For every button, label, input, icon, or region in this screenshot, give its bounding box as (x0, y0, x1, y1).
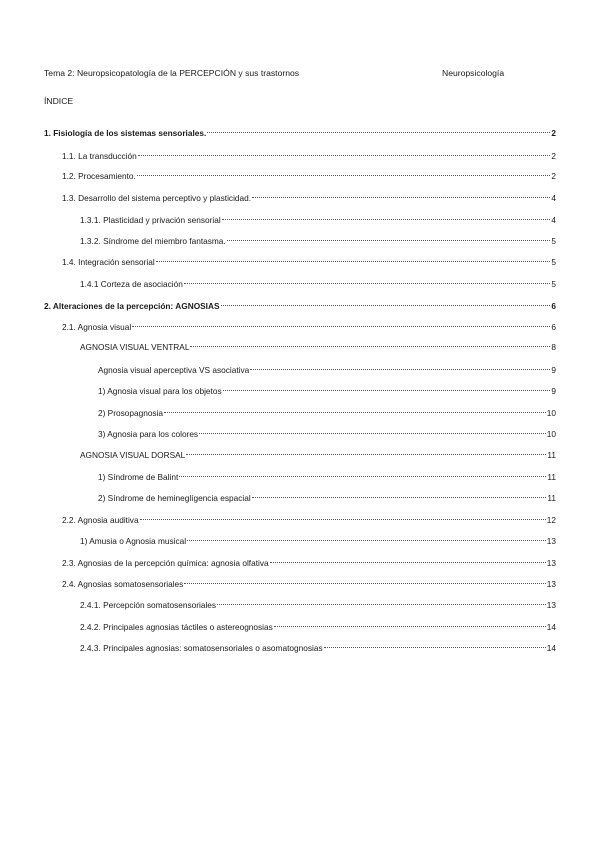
toc-entry[interactable]: 2.4.3. Principales agnosias: somatosensoriales o asomatognosias 14 (80, 637, 556, 651)
page-header (44, 66, 556, 80)
toc-entry[interactable]: 2.3. Agnosias de la percepción química: agnosia olfativa 13 (62, 552, 556, 566)
toc-entry[interactable]: AGNOSIA VISUAL VENTRAL 8 (80, 336, 556, 350)
toc-entry[interactable]: 2.4. Agnosias somatosensoriales 13 (62, 573, 556, 587)
toc-entry[interactable]: AGNOSIA VISUAL DORSAL 11 (80, 444, 556, 458)
toc-entry[interactable]: 1) Síndrome de Balint 11 (98, 466, 556, 480)
toc-entry[interactable]: Agnosia visual aperceptiva VS asociativa 9 (98, 359, 556, 373)
toc-entry[interactable]: 2) Síndrome de hemineglígencia espacial 11 (98, 487, 556, 501)
toc-entry[interactable]: 1) Agnosia visual para los objetos 9 (98, 380, 556, 394)
toc-entry[interactable]: 2.1. Agnosia visual 6 (62, 316, 556, 330)
toc-entry[interactable]: 1.3.1. Plasticidad y privación sensorial 4 (80, 209, 556, 223)
toc-entry[interactable]: 2.2. Agnosia auditiva 12 (62, 509, 556, 523)
toc-entry[interactable]: 2. Alteraciones de la percepción: AGNOSIAS 6 (44, 295, 556, 309)
toc-entry[interactable]: 1. Fisiología de los sistemas sensoriales. 2 (44, 122, 556, 136)
toc-entry[interactable]: 3) Agnosia para los colores 10 (98, 423, 556, 437)
toc-entry[interactable]: 1.3.2. Síndrome del miembro fantasma. 5 (80, 230, 556, 244)
index-title: ÍNDICE (44, 96, 74, 106)
toc-entry[interactable]: 1.1. La transducción 2 (62, 145, 556, 159)
header-topic: Tema 2: Neuropsicopatología de la PERCEPCIÓN y sus trastornos (44, 68, 300, 78)
header-subject: Neuropsicología (442, 68, 505, 78)
toc-entry[interactable]: 2.4.2. Principales agnosias táctiles o astereognosias 14 (80, 616, 556, 630)
toc-entry[interactable]: 1.3. Desarrollo del sistema perceptivo y plasticidad. 4 (62, 187, 556, 201)
toc-entry[interactable]: 1) Amusia o Agnosia musical 13 (80, 530, 556, 544)
toc-entry[interactable]: 1.4.1 Corteza de asociación 5 (80, 273, 556, 287)
toc-entry[interactable]: 1.4. Integración sensorial 5 (62, 251, 556, 265)
toc-entry[interactable]: 2) Prosopagnosia 10 (98, 402, 556, 416)
toc-entry[interactable]: 1.2. Procesamiento. 2 (62, 165, 556, 179)
toc-entry[interactable]: 2.4.1. Percepción somatosensoriales 13 (80, 594, 556, 608)
